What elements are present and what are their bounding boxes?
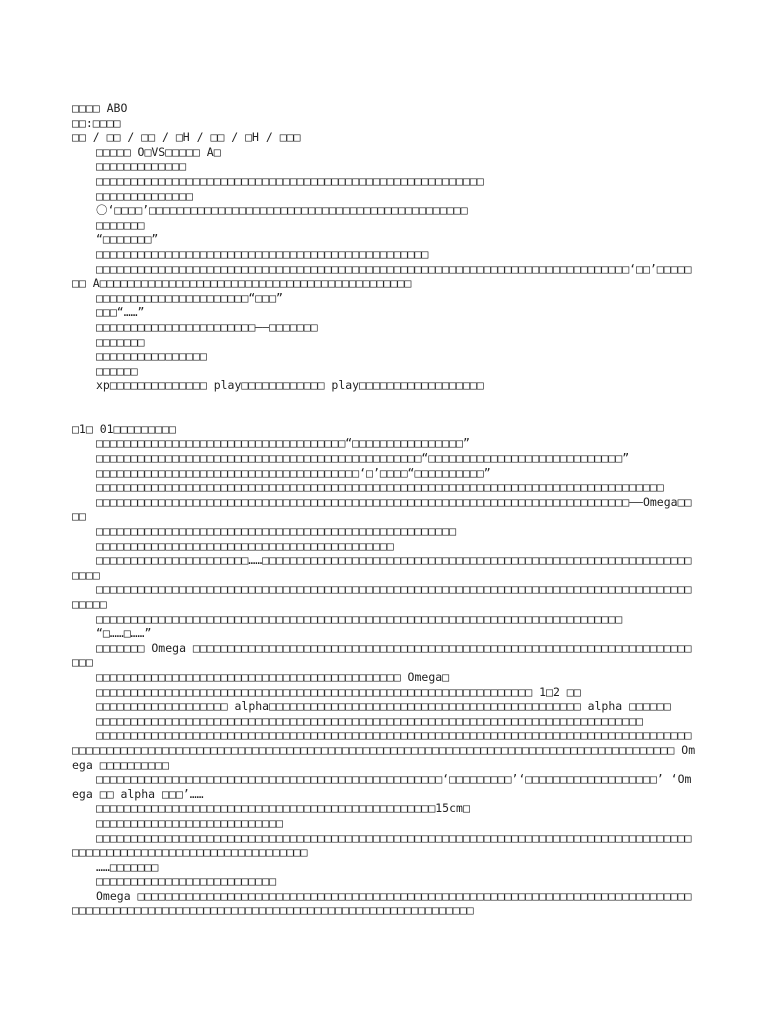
summary-line: □□□□□□□ (96, 217, 145, 232)
summary-line: □□□□□□□□□□□□□ (96, 159, 187, 174)
paragraph: □□□□□□□ Omega □□□□□□□□□□□□□□□□□□□□□□□□□□□□□□□□□□□□□□□□□□□□□□□□□□□□□□□□□□□□□□□□□□□□□□□□□□□ (72, 640, 692, 670)
paragraph: □□□□□□□□□□□□□□□□□□□□□□□□□□□□□□□□□□□□□□□□□□□□ Omega□ (96, 669, 450, 684)
chapter-heading: □1□ 01□□□□□□□□□ (72, 421, 176, 436)
summary-section (72, 145, 696, 393)
paragraph: □□□□□□□□□□□□□□□□□□□□□□□□□□□□□□□□□□□□□□□□□□□□□□□□□□□□□□□□□□□□□□□□□□□□□□□□□□□□□——Omega□□□□ (72, 494, 692, 524)
paragraph: Omega □□□□□□□□□□□□□□□□□□□□□□□□□□□□□□□□□□□□□□□□□□□□□□□□□□□□□□□□□□□□□□□□□□□□□□□□□□□□□□□□□□□□□□□□□□□□□□□□□□□□□□□□□□□□□□□□□□□□□□□□□□□□□□□□□□□□□□□□□□ (72, 888, 692, 918)
section-gap (72, 393, 696, 422)
paragraph: □□□□□□□□□□□□□□□□□□□□□□□□□□□□□□□□□□□□“□□□□□□□□□□□□□□□□” (96, 436, 470, 451)
paragraph: □□□□□□□□□□□□□□□□□□□□□□□□□□□□□□□□□□□□□□□□□□□□□□□□□□‘□□□□□□□□□’‘□□□□□□□□□□□□□□□□□□□’ ‘Omega □□ alpha □□□’…… (72, 772, 692, 801)
paragraph: □□□□□□□□□□□□□□□□□□□□□□□□□□□□□□□□□□□□□□□□□□□□□□□“□□□□□□□□□□□□□□□□□□□□□□□□□□□□” (96, 451, 630, 466)
summary-line: □□□□□□□ (96, 334, 145, 349)
paragraph: □□□□□□□□□□□□□□□□□□□□□□□□□□□□□□□□□□□□□□□□□□□□□□□□□□□□□□□□□□□□□□□□□□□□□□□□□□□□□□□ (96, 713, 643, 728)
work-title: □□□□ ABO (72, 101, 128, 115)
summary-line: □□□□□□□□□□□□□□□□□□□□□□□——□□□□□□□ (96, 319, 318, 334)
paragraph: □□□□□□□□□□□□□□□□□□□□□□□□□□□□□□□□□□□□□□□□□□□ (96, 538, 394, 553)
summary-line: □□□□□□ (96, 363, 138, 378)
summary-line: □□□□□□□□□□□□□□□□□□□□□□“□□□” (96, 290, 283, 305)
paragraph: □□□□□□□□□□□□□□□□□□□□□□□□□□ (96, 874, 277, 889)
summary-line: □□□□□□□□□□□□□□□□□□□□□□□□□□□□□□□□□□□□□□□□□□□□□□□□□□□□□□□□□□□□□□□□□□□□□□□□□□□□□‘□□’□□□□□□□ A□□□□□□□□□□□□□□□□□□□□□□□□□□□□□□□□□□□□□□□□□□□□□ (72, 261, 692, 291)
paragraph: □□□□□□□□□□□□□□□□□□□□□□□□□□□□□□□□□□□□□□□□□□□□□□□□□□□□□□□□□□□□□□□□□□□□□□□□□□□□□□□□□□□□□□□□□□□ (72, 582, 692, 611)
paragraph: □□□□□□□□□□□□□□□□□□□□□□□□□□□□□□□□□□□□□□□□□□□□□□□□□15cm□ (96, 801, 470, 816)
summary-line: □□□□□ O□VS□□□□□ A□ (96, 144, 221, 159)
summary-line: □□□“……” (96, 305, 145, 320)
paragraph: □□□□□□□□□□□□□□□□□□□ alpha□□□□□□□□□□□□□□□□□□□□□□□□□□□□□□□□□□□□□□□□□□□□□ alpha □□□□□□ (96, 699, 671, 714)
paragraph: □□□□□□□□□□□□□□□□□□□□□□□□□□□□□□□□□□□□□□□□□□□□□□□□□□□□□□□□□□□□□□□ 1□2 □□ (96, 684, 581, 699)
author-line: □□:□□□□ (72, 115, 121, 130)
summary-line: □□□□□□□□□□□□□□□□ (96, 349, 207, 364)
summary-line: “□□□□□□□” (96, 232, 159, 247)
summary-line: 〇‘□□□□’□□□□□□□□□□□□□□□□□□□□□□□□□□□□□□□□□□□□□□□□□□□□□□ (96, 203, 468, 218)
summary-line: □□□□□□□□□□□□□□□□□□□□□□□□□□□□□□□□□□□□□□□□□□□□□□□□□□□□□□□□ (96, 173, 484, 188)
paragraph: □□□□□□□□□□□□□□□□□□□□□□□□□□□□□□□□□□□□□□□□□□□□□□□□□□□□□□□□□□□□□□□□□□□□□□□□□□□□□□□□□□□□□□□□□□□□□□□□□□□□□□□□□□□□□□□□□□□□□□□□ (72, 830, 692, 860)
chapter-text (72, 436, 696, 918)
paragraph: □□□□□□□□□□□□□□□□□□□□□□□□□□□□□□□□□□□□□□□□□□□□□□□□□□□□ (96, 524, 457, 539)
paragraph: □□□□□□□□□□□□□□□□□□□□□□□□□□□□□□□□□□□□□□□□□□□□□□□□□□□□□□□□□□□□□□□□□□□□□□□□□□□□□□□□□□□□□□□□□□□□□□□□□□□□□□□□□□□□□□□□□□□□□□□□□□□□□□□□□□□□□□□□□□□□□□□□□□□□□□□□□□□□□□□□□□□□□□□□□□□□□ Omega □□□□□□□□□□ (72, 728, 696, 772)
paragraph: ……□□□□□□□ (96, 859, 159, 874)
summary-line: □□□□□□□□□□□□□□ (96, 188, 193, 203)
tags-line: □□ / □□ / □□ / □H / □□ / □H / □□□ (72, 130, 301, 145)
paragraph: □□□□□□□□□□□□□□□□□□□□□□……□□□□□□□□□□□□□□□□□□□□□□□□□□□□□□□□□□□□□□□□□□□□□□□□□□□□□□□□□□□□□□□□□□ (72, 553, 692, 582)
paragraph: □□□□□□□□□□□□□□□□□□□□□□□□□□□□□□□□□□□□□□□□□□□□□□□□□□□□□□□□□□□□□□□□□□□□□□□□□□□□ (96, 611, 623, 626)
paragraph: □□□□□□□□□□□□□□□□□□□□□□□□□□□□□□□□□□□□□□‘□’□□□□“□□□□□□□□□□” (96, 465, 491, 480)
document-body (72, 101, 696, 918)
paragraph: □□□□□□□□□□□□□□□□□□□□□□□□□□□□□□□□□□□□□□□□□□□□□□□□□□□□□□□□□□□□□□□□□□□□□□□□□□□□□□□□□□ (96, 480, 664, 495)
summary-line: xp□□□□□□□□□□□□□□ play□□□□□□□□□□□□ play□□□□□□□□□□□□□□□□□□ (96, 378, 484, 393)
summary-line: □□□□□□□□□□□□□□□□□□□□□□□□□□□□□□□□□□□□□□□□□□□□□□□□ (96, 246, 429, 261)
paragraph: □□□□□□□□□□□□□□□□□□□□□□□□□□□ (96, 815, 283, 830)
paragraph: “□……□……” (96, 626, 152, 641)
